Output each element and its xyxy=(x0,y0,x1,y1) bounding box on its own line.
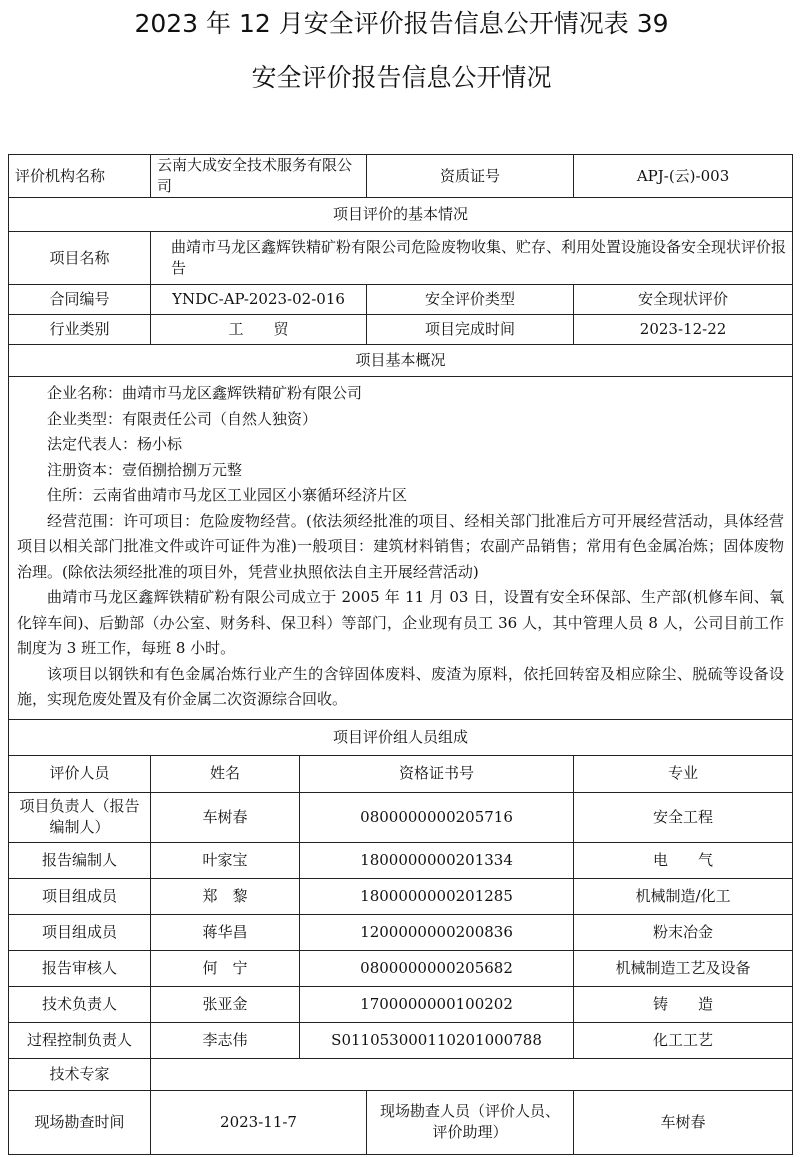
expert-value xyxy=(151,1058,793,1090)
team-cert: 1800000000201285 xyxy=(300,878,574,914)
overview-line: 注册资本：壹佰捌拾捌万元整 xyxy=(47,460,243,479)
team-header: 专业 xyxy=(574,755,793,792)
team-row xyxy=(9,842,793,878)
overview-line: 该项目以钢铁和有色金属冶炼行业产生的含锌固体废料、废渣为原料，依托回转窑及相应除尘、脱硫等设备设施，实现危废处置及有价金属二次资源综合回收。 xyxy=(17,664,785,708)
project-name-label: 项目名称 xyxy=(9,232,151,285)
org-row xyxy=(9,155,793,198)
team-row xyxy=(9,986,793,1022)
survey-time-value: 2023-11-7 xyxy=(151,1090,367,1154)
expert-label: 技术专家 xyxy=(9,1058,151,1090)
survey-people-label: 现场勘查人员（评价人员、评价助理） xyxy=(367,1090,574,1154)
team-cert: S011053000110201000788 xyxy=(300,1022,574,1058)
team-name: 张亚金 xyxy=(151,986,300,1022)
team-header: 资格证书号 xyxy=(300,755,574,792)
org-value: 云南大成安全技术服务有限公司 xyxy=(151,155,367,198)
team-role: 报告编制人 xyxy=(9,842,151,878)
team-name: 李志伟 xyxy=(151,1022,300,1058)
team-major: 机械制造/化工 xyxy=(574,878,793,914)
overview-section-heading: 项目基本概况 xyxy=(9,345,793,377)
eval-type-value: 安全现状评价 xyxy=(574,285,793,315)
team-header: 姓名 xyxy=(151,755,300,792)
team-role: 项目组成员 xyxy=(9,878,151,914)
team-cert: 0800000000205716 xyxy=(300,792,574,842)
cert-value: APJ-(云)-003 xyxy=(574,155,793,198)
contract-value: YNDC-AP-2023-02-016 xyxy=(151,285,367,315)
team-role: 过程控制负责人 xyxy=(9,1022,151,1058)
team-major: 安全工程 xyxy=(574,792,793,842)
cert-label: 资质证号 xyxy=(367,155,574,198)
team-name: 车树春 xyxy=(151,792,300,842)
overview-body xyxy=(9,377,793,720)
eval-type-label: 安全评价类型 xyxy=(367,285,574,315)
team-major: 化工工艺 xyxy=(574,1022,793,1058)
team-cert: 1800000000201334 xyxy=(300,842,574,878)
team-row xyxy=(9,792,793,842)
team-cert: 1200000000200836 xyxy=(300,914,574,950)
finish-label: 项目完成时间 xyxy=(367,315,574,345)
team-row xyxy=(9,878,793,914)
team-section-heading: 项目评价组人员组成 xyxy=(9,719,793,755)
disclosure-table xyxy=(8,154,793,1155)
team-row xyxy=(9,1022,793,1058)
industry-value: 工 贸 xyxy=(151,315,367,345)
team-role: 项目组成员 xyxy=(9,914,151,950)
team-row xyxy=(9,950,793,986)
page-title: 2023 年 12 月安全评价报告信息公开情况表 39 xyxy=(134,9,669,38)
team-header-row xyxy=(9,755,793,792)
team-major: 电 气 xyxy=(574,842,793,878)
overview-line: 企业类型：有限责任公司（自然人独资） xyxy=(47,409,318,428)
survey-time-label: 现场勘查时间 xyxy=(9,1090,151,1154)
industry-label: 行业类别 xyxy=(9,315,151,345)
team-name: 蒋华昌 xyxy=(151,914,300,950)
survey-people-value: 车树春 xyxy=(574,1090,793,1154)
overview-line: 住所：云南省曲靖市马龙区工业园区小寨循环经济片区 xyxy=(47,486,408,504)
team-name: 何 宁 xyxy=(151,950,300,986)
team-cert: 0800000000205682 xyxy=(300,950,574,986)
team-row xyxy=(9,914,793,950)
survey-row xyxy=(9,1090,793,1154)
overview-line: 企业名称：曲靖市马龙区鑫辉铁精矿粉有限公司 xyxy=(47,384,363,402)
finish-value: 2023-12-22 xyxy=(574,315,793,345)
org-label: 评价机构名称 xyxy=(9,155,151,198)
team-name: 叶家宝 xyxy=(151,842,300,878)
overview-line: 法定代表人：杨小标 xyxy=(47,435,183,453)
expert-row xyxy=(9,1058,793,1090)
team-major: 铸 造 xyxy=(574,986,793,1022)
team-role: 报告审核人 xyxy=(9,950,151,986)
team-header: 评价人员 xyxy=(9,755,151,792)
page-subtitle: 安全评价报告信息公开情况 xyxy=(251,63,552,92)
team-major: 机械制造工艺及设备 xyxy=(574,950,793,986)
team-name: 郑 黎 xyxy=(151,878,300,914)
overview-line: 曲靖市马龙区鑫辉铁精矿粉有限公司成立于 2005 年 11 月 03 日，设置有安全环保部、生产部(机修车间、氧化锌车间)、后勤部（办公室、财务科、保卫科）等部门，企业现有员工 36 人，其中管理人员 8 人，公司目前工作制度为 3 班工作，每班 8 小时。 xyxy=(17,588,785,657)
team-role: 技术负责人 xyxy=(9,986,151,1022)
project-name-value: 曲靖市马龙区鑫辉铁精矿粉有限公司危险废物收集、贮存、利用处置设施设备安全现状评价报告 xyxy=(151,232,793,285)
team-cert: 1700000000100202 xyxy=(300,986,574,1022)
basic-section-heading: 项目评价的基本情况 xyxy=(9,198,793,232)
contract-label: 合同编号 xyxy=(9,285,151,315)
overview-line: 经营范围：许可项目：危险废物经营。(依法须经批准的项目、经相关部门批准后方可开展经营活动，具体经营项目以相关部门批准文件或许可证件为准)一般项目：建筑材料销售；农副产品销售；常用有色金属冶炼；固体废物治理。(除依法须经批准的项目外，凭营业执照依法自主开展经营活动) xyxy=(17,511,785,581)
team-major: 粉末冶金 xyxy=(574,914,793,950)
team-role: 项目负责人（报告编制人） xyxy=(9,792,151,842)
